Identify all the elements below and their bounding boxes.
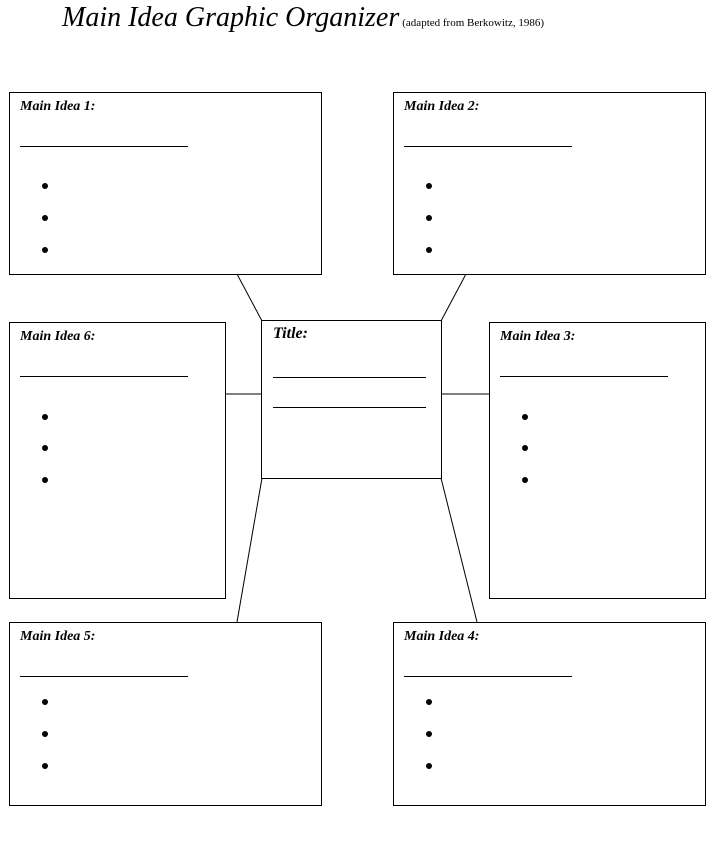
main-idea-3-blank[interactable] [500,376,668,377]
main-idea-3-label: Main Idea 3: [500,329,576,344]
main-idea-6-blank[interactable] [20,376,188,377]
main-idea-2-label: Main Idea 2: [404,99,480,114]
bullet-point [522,445,528,451]
main-idea-1-blank[interactable] [20,146,188,147]
main-idea-5-blank[interactable] [20,676,188,677]
title-blank-1[interactable] [273,377,426,378]
bullet-point [42,699,48,705]
bullet-point [42,731,48,737]
bullet-point [42,215,48,221]
main-idea-6-box [9,322,226,599]
bullet-point [426,731,432,737]
bullet-point [42,183,48,189]
bullet-point [426,183,432,189]
bullet-point [42,763,48,769]
source-credit: (adapted from Berkowitz, 1986) [402,17,544,29]
main-idea-2-blank[interactable] [404,146,572,147]
bullet-point [42,247,48,253]
bullet-point [42,445,48,451]
organizer-title: Main Idea Graphic Organizer [62,2,400,33]
bullet-point [426,247,432,253]
main-idea-1-box [9,92,322,275]
connector-idea2 [441,274,466,321]
bullet-point [42,414,48,420]
connector-idea4 [441,478,477,622]
connector-idea1 [237,274,262,321]
main-idea-1-label: Main Idea 1: [20,99,96,114]
main-idea-5-label: Main Idea 5: [20,629,96,644]
center-title-box [261,320,442,479]
title-blank-2[interactable] [273,407,426,408]
connector-idea5 [237,478,262,622]
main-idea-4-box [393,622,706,806]
main-idea-6-label: Main Idea 6: [20,329,96,344]
main-idea-5-box [9,622,322,806]
bullet-point [426,699,432,705]
main-idea-3-box [489,322,706,599]
bullet-point [426,763,432,769]
bullet-point [522,477,528,483]
main-idea-4-blank[interactable] [404,676,572,677]
center-title-label: Title: [273,325,308,342]
bullet-point [522,414,528,420]
main-idea-2-box [393,92,706,275]
bullet-point [42,477,48,483]
bullet-point [426,215,432,221]
main-idea-4-label: Main Idea 4: [404,629,480,644]
